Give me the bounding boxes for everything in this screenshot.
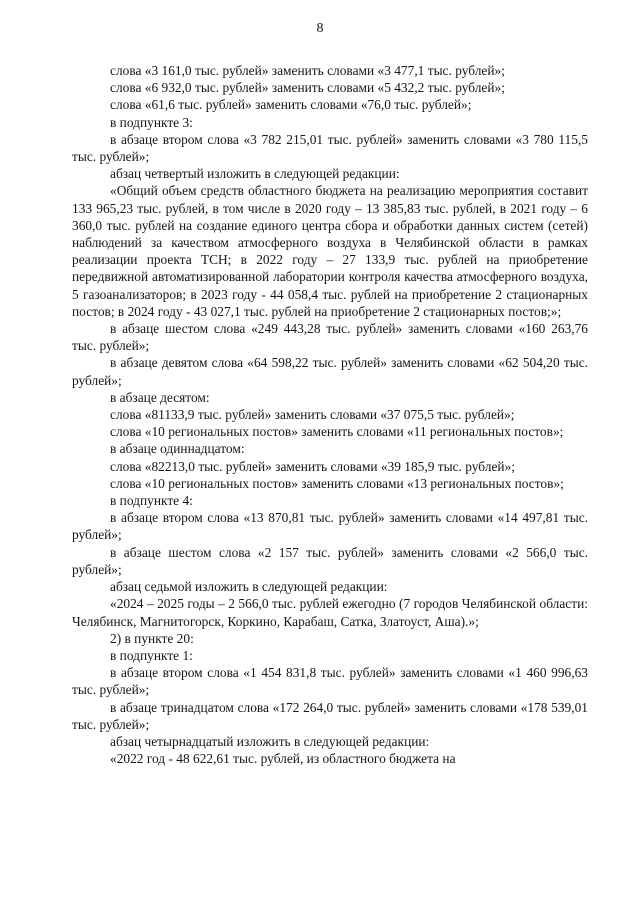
paragraph: в абзаце шестом слова «249 443,28 тыс. рублей» заменить словами «160 263,76 тыс. рублей»; — [72, 321, 588, 354]
paragraph: абзац четырнадцатый изложить в следующей редакции: — [110, 733, 430, 749]
paragraph: 2) в пункте 20: — [110, 630, 194, 646]
paragraph: «2022 год - 48 622,61 тыс. рублей, из областного бюджета на — [110, 751, 456, 767]
paragraph: слова «81133,9 тыс. рублей» заменить словами «37 075,5 тыс. рублей»; — [110, 407, 515, 423]
paragraph: в абзаце девятом слова «64 598,22 тыс. рублей» заменить словами «62 504,20 тыс. рублей»; — [72, 355, 588, 388]
document-body — [72, 62, 588, 767]
paragraph: в абзаце одиннадцатом: — [110, 441, 245, 457]
paragraph: «Общий объем средств областного бюджета на реализацию мероприятия составит 133 965,23 тыс. рублей, в том числе в 2020 году – 13 385,83 тыс. рублей, в 2021 году – 6 360,0 тыс. рублей на создание единого центра сбора и обработки данных систем (сетей) наблюдений за качеством атмосферного воздуха в Челябинской области в рамках реализации проекта ТСН; в 2022 году – 27 133,9 тыс. рублей на приобретение передвижной автоматизированной лаборатории контроля качества атмосферного воздуха, 5 газоанализаторов; в 2023 году - 44 058,4 тыс. рублей на приобретение 2 стационарных постов; в 2024 году - 43 027,1 тыс. рублей на приобретение 2 стационарных постов;»; — [72, 183, 588, 319]
paragraph: абзац четвертый изложить в следующей редакции: — [110, 166, 400, 182]
paragraph: в абзаце тринадцатом слова «172 264,0 тыс. рублей» заменить словами «178 539,01 тыс. рублей»; — [72, 699, 588, 732]
paragraph: «2024 – 2025 годы – 2 566,0 тыс. рублей ежегодно (7 городов Челябинской области: Челябинск, Магнитогорск, Коркино, Карабаш, Сатка, Златоуст, Аша).»; — [72, 596, 588, 629]
paragraph: в абзаце втором слова «1 454 831,8 тыс. рублей» заменить словами «1 460 996,63 тыс. рублей»; — [72, 665, 588, 698]
page-number: 8 — [316, 21, 324, 36]
paragraph: в абзаце десятом: — [110, 389, 210, 405]
paragraph: в абзаце втором слова «3 782 215,01 тыс. рублей» заменить словами «3 780 115,5 тыс. рублей»; — [72, 131, 588, 165]
paragraph: в абзаце шестом слова «2 157 тыс. рублей» заменить словами «2 566,0 тыс. рублей»; — [72, 544, 588, 577]
paragraph: слова «10 региональных постов» заменить словами «13 региональных постов»; — [110, 475, 564, 491]
paragraph: абзац седьмой изложить в следующей редакции: — [110, 579, 388, 595]
paragraph: в абзаце втором слова «13 870,81 тыс. рублей» заменить словами «14 497,81 тыс. рублей»; — [72, 510, 588, 543]
paragraph: слова «3 161,0 тыс. рублей» заменить словами «3 477,1 тыс. рублей»; — [110, 63, 505, 78]
paragraph: в подпункте 3: — [110, 114, 193, 130]
paragraph: в подпункте 4: — [110, 493, 193, 509]
paragraph: слова «61,6 тыс. рублей» заменить словами «76,0 тыс. рублей»; — [110, 97, 472, 113]
paragraph: слова «6 932,0 тыс. рублей» заменить словами «5 432,2 тыс. рублей»; — [110, 80, 505, 96]
paragraph: слова «82213,0 тыс. рублей» заменить словами «39 185,9 тыс. рублей»; — [110, 458, 515, 474]
paragraph: в подпункте 1: — [110, 647, 193, 663]
paragraph: слова «10 региональных постов» заменить словами «11 региональных постов»; — [110, 424, 564, 440]
